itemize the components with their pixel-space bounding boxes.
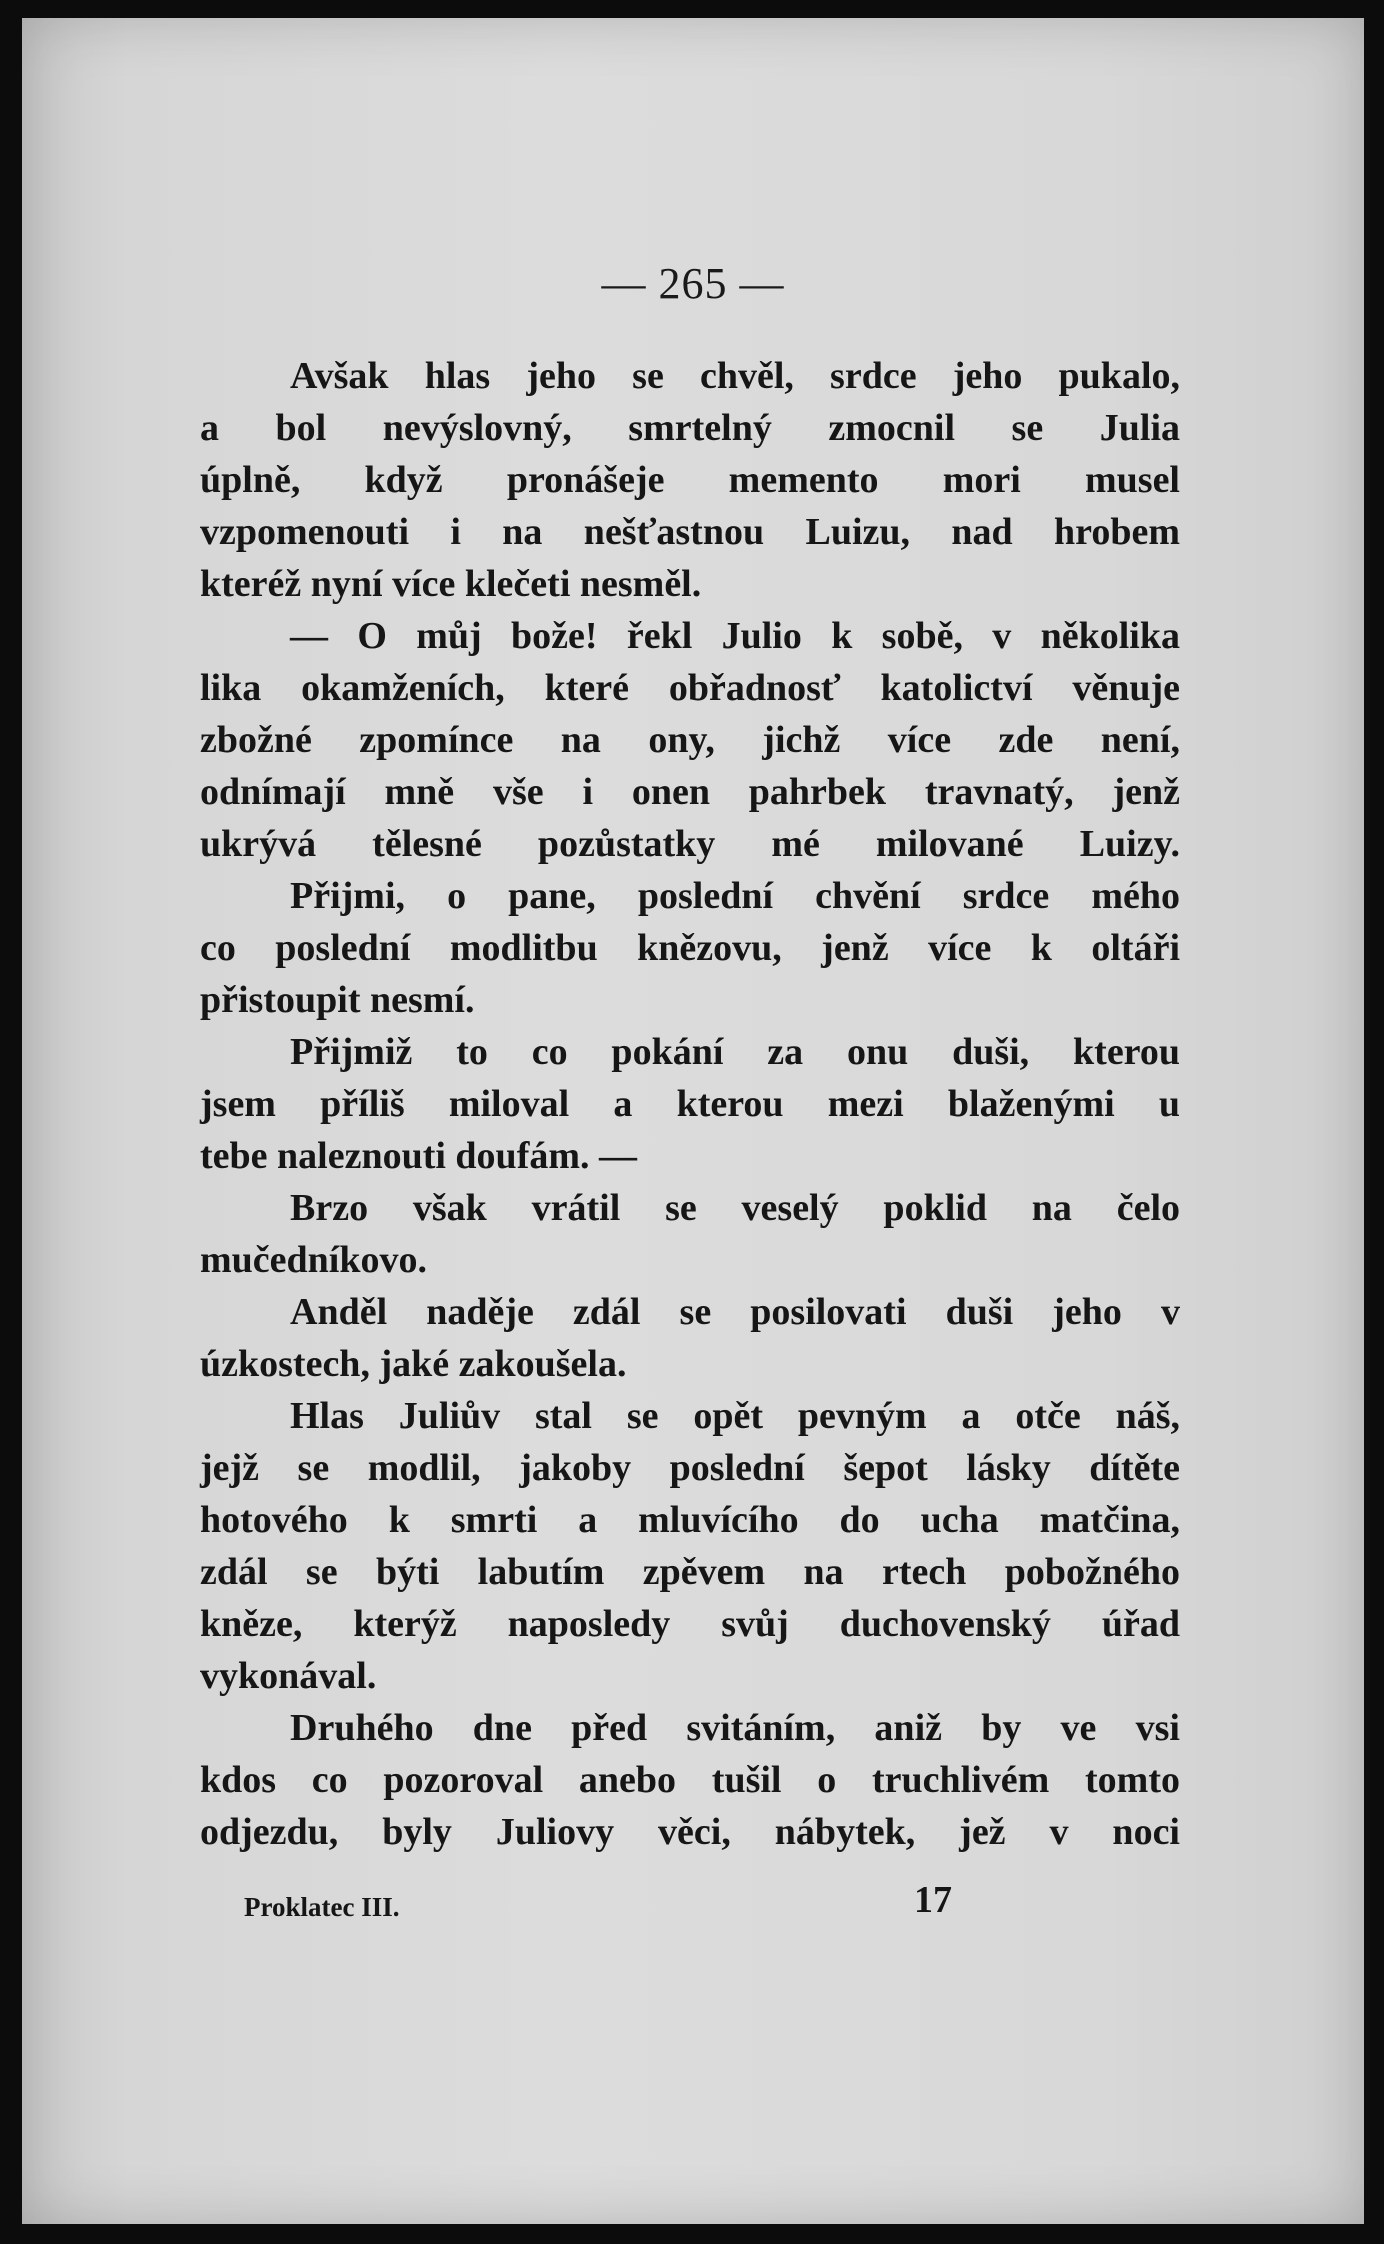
text-line: kdos co pozoroval anebo tušil o truchlivém tomto xyxy=(200,1759,1180,1801)
text-line: Druhého dne před svitáním, aniž by ve vsi xyxy=(290,1707,1180,1749)
body-text xyxy=(200,350,1180,1858)
book-page xyxy=(22,18,1364,2224)
footer-signature: Proklatec III. xyxy=(244,1892,400,1922)
text-line: Avšak hlas jeho se chvěl, srdce jeho pukalo, xyxy=(290,355,1180,397)
text-line: Anděl naděje zdál se posilovati duši jeho v xyxy=(290,1291,1180,1333)
text-line: vzpomenouti i na nešťastnou Luizu, nad hrobem xyxy=(200,511,1180,553)
text-line: zdál se býti labutím zpěvem na rtech pobožného xyxy=(200,1551,1180,1593)
text-line: tebe naleznouti doufám. — xyxy=(200,1135,637,1177)
text-line: úplně, když pronášeje memento mori musel xyxy=(200,459,1180,501)
sheet-number: 17 xyxy=(914,1879,952,1921)
text-line: odjezdu, byly Juliovy věci, nábytek, jež v noci xyxy=(200,1811,1180,1853)
text-line: přistoupit nesmí. xyxy=(200,979,475,1021)
text-line: a bol nevýslovný, smrtelný zmocnil se Julia xyxy=(200,407,1180,449)
text-line: zbožné zpomínce na ony, jichž více zde není, xyxy=(200,719,1180,761)
text-line: ukrývá tělesné pozůstatky mé milované Luizy. xyxy=(200,823,1180,865)
text-line: lika okamženích, které obřadnosť katolictví věnuje xyxy=(200,667,1180,709)
text-line: mučedníkovo. xyxy=(200,1239,427,1281)
text-line: co poslední modlitbu knězovu, jenž více k oltáři xyxy=(200,927,1180,969)
text-line: jsem příliš miloval a kterou mezi blaženými u xyxy=(200,1083,1180,1125)
text-line: úzkostech, jaké zakoušela. xyxy=(200,1343,627,1385)
text-line: kněze, kterýž naposledy svůj duchovenský úřad xyxy=(200,1603,1180,1645)
text-line: Hlas Juliův stal se opět pevným a otče náš, xyxy=(290,1395,1180,1437)
text-line: odnímají mně vše i onen pahrbek travnatý, jenž xyxy=(200,771,1180,813)
text-line: Přijmiž to co pokání za onu duši, kterou xyxy=(290,1031,1180,1073)
text-line: Přijmi, o pane, poslední chvění srdce mého xyxy=(290,875,1180,917)
text-line: kteréž nyní více klečeti nesměl. xyxy=(200,563,702,605)
text-line: vykonával. xyxy=(200,1655,377,1697)
text-line: — O můj bože! řekl Julio k sobě, v několika xyxy=(290,615,1180,657)
text-line: jejž se modlil, jakoby poslední šepot lásky dítěte xyxy=(200,1447,1180,1489)
page-number: — 265 — xyxy=(601,259,785,308)
text-line: hotového k smrti a mluvícího do ucha matčina, xyxy=(200,1499,1180,1541)
text-line: Brzo však vrátil se veselý poklid na čelo xyxy=(290,1187,1180,1229)
